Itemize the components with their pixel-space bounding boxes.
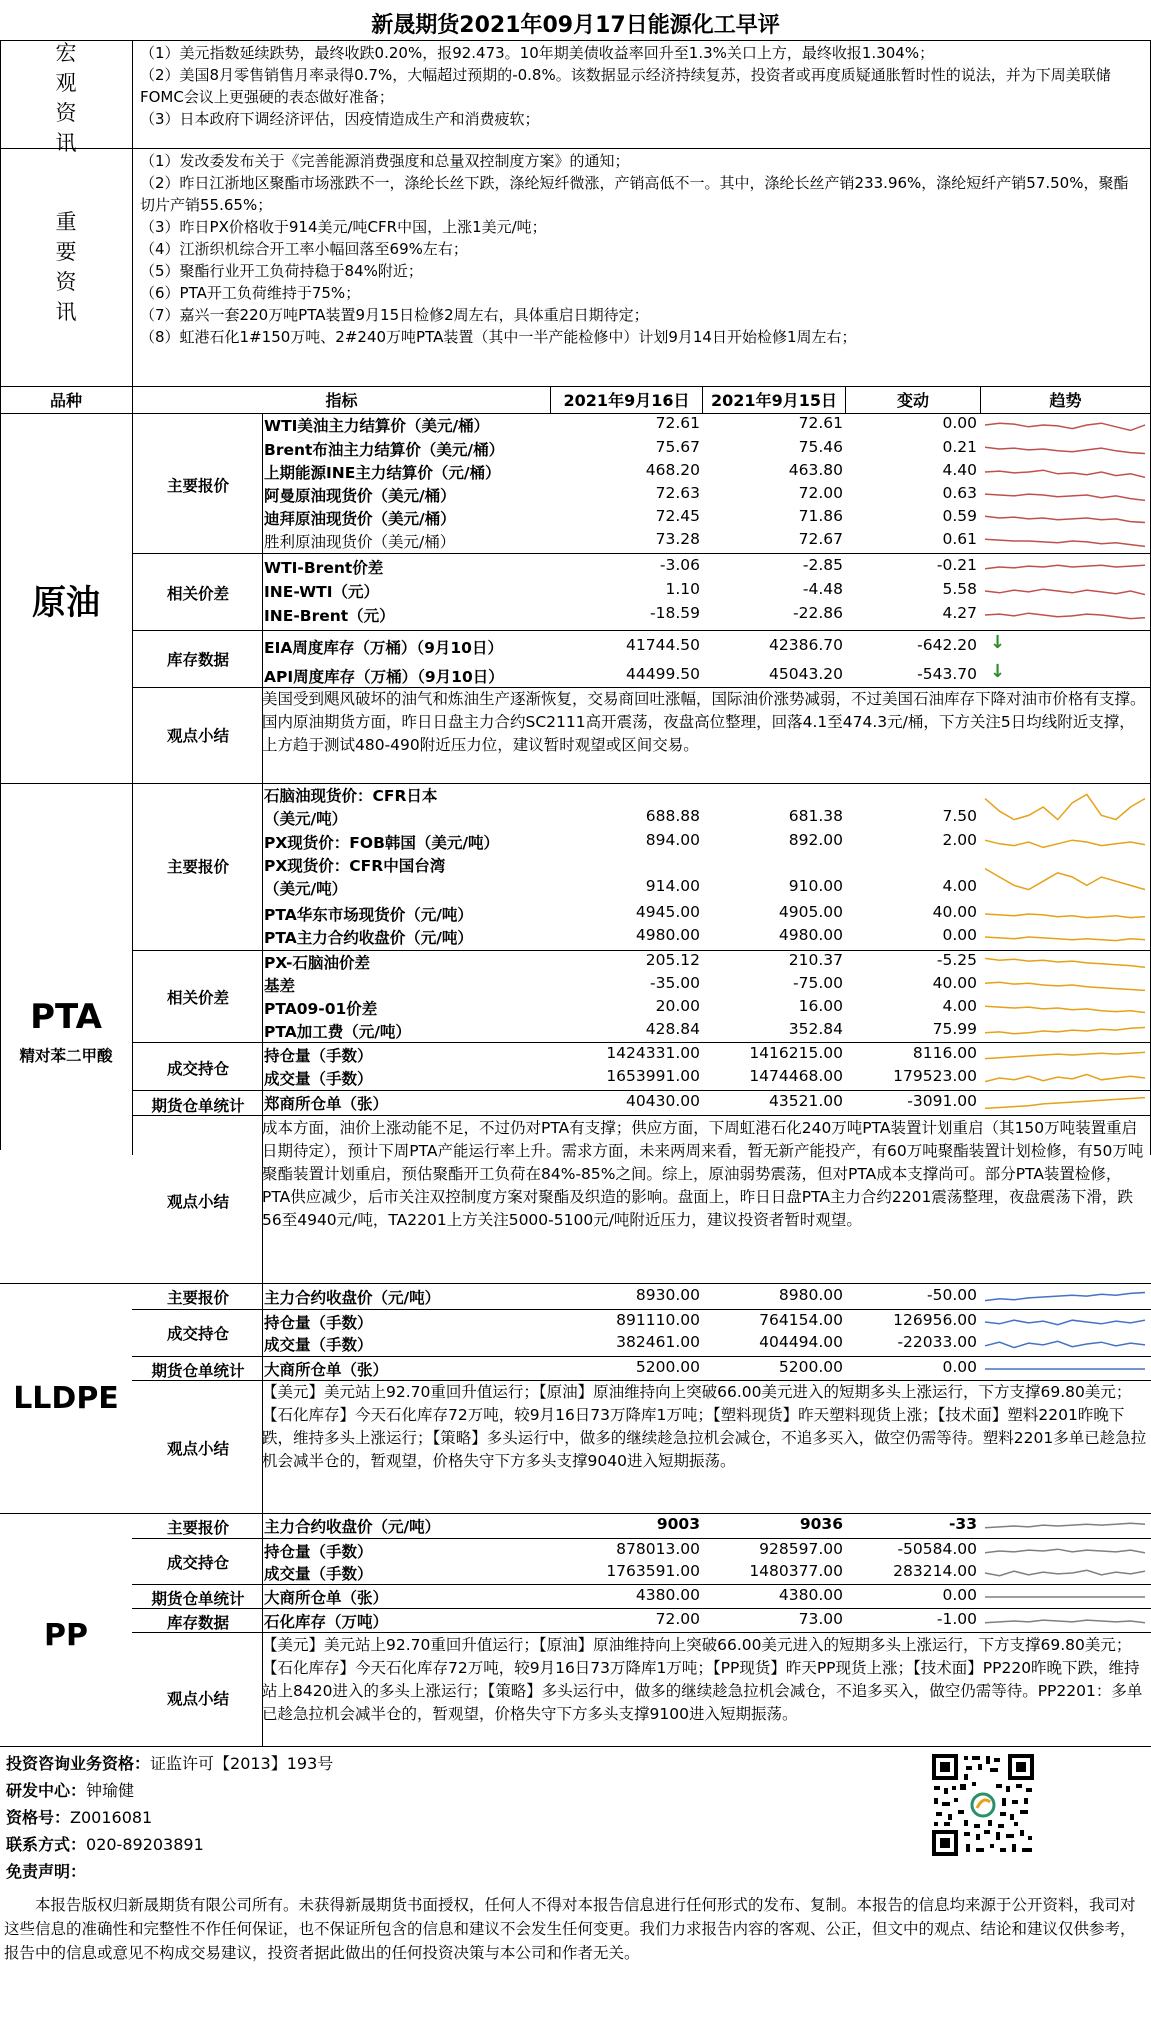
pta-trend-sparkline [983,831,1147,853]
pta-trend-sparkline [983,1020,1147,1042]
pp-cat-price: 主要报价 [166,1519,229,1537]
crude-name: 原油 [32,583,100,623]
pta-trend-sparkline [983,951,1147,973]
header-trend: 趋势 [1049,391,1082,410]
pta-value-change: 8116.00 [912,1044,977,1062]
lldpe-indicator-label: 持仓量（手数） [264,1314,373,1332]
lldpe-name: LLDPE [13,1381,119,1416]
lldpe-summary: 【美元】美元站上92.70重回升值运行；【原油】原油维持向上突破66.00美元进入的短期多头上涨运行，下方支撑69.80美元；【石化库存】今天石化库存72万吨，较9月16日73万降库1万吨；【塑料现货】昨天塑料现货上涨；【技术面】塑料2201昨晚下跌，维持多头上涨运行；【策略】多头运行中，做多的继续趁急拉机会减仓，不追多买入，做空仍需等待。塑料2201多单已趁急拉机会减半仓的，暂观望，价格失守下方多头支撑9040进入短期振荡。 [262,1383,1147,1470]
pta-indicator-label-unit: （美元/吨） [264,880,348,898]
news-item: （2）昨日江浙地区聚酯市场涨跌不一，涤纶长丝下跌，涤纶短纤微涨，产销高低不一。其中，涤纶长丝产销233.96%，涤纶短纤产销57.50%，聚酯切片产销55.65%； [140,174,1129,214]
pta-name: PTA [30,997,102,1037]
crude-indicator-label: 胜利原油现货价（美元/桶） [264,533,456,551]
lldpe-cat-trade: 成交持仓 [166,1325,229,1343]
pta-value-change: -3091.00 [907,1092,977,1110]
crude-indicator-label: API周度库存（万桶）（9月10日） [264,668,504,686]
pta-trend-sparkline [983,974,1147,996]
pp-indicator-label: 成交量（手数） [264,1565,373,1583]
pta-cat-trade: 成交持仓 [166,1060,229,1078]
news-item: （4）江浙织机综合开工率小幅回落至69%左右； [140,240,468,258]
crude-value-date2: 42386.70 [769,636,843,654]
pta-indicator-label-unit: （美元/吨） [264,810,348,828]
header-indicator: 指标 [325,391,358,410]
important-news [140,150,1140,348]
crude-trend-sparkline [983,484,1147,506]
pp-indicator-label: 大商所仓单（张） [264,1589,389,1607]
pta-trend-sparkline [983,1092,1147,1114]
lldpe-cat-warehouse: 期货仓单统计 [151,1362,245,1380]
pta-cat-warehouse: 期货仓单统计 [151,1097,245,1115]
pp-value-date1: 1763591.00 [606,1562,700,1580]
crude-indicator-label: INE-Brent（元） [264,607,395,625]
lldpe-trend-sparkline [983,1358,1147,1380]
pp-value-date2: 928597.00 [759,1540,843,1558]
pta-trend-sparkline [983,1067,1147,1089]
news-label: 重 要 资 讯 [55,210,77,324]
pta-value-change: 4.00 [942,877,977,895]
pta-value-date1: 4945.00 [635,903,700,921]
crude-cat-price: 主要报价 [166,477,229,495]
lldpe-trend-sparkline [983,1333,1147,1355]
pta-value-date1: -35.00 [650,974,700,992]
pta-indicator-label: 基差 [264,977,296,995]
pta-value-date1: 688.88 [645,807,700,825]
macro-item: （2）美国8月零售销售月率录得0.7%，大幅超过预期的-0.8%。该数据显示经济持续复苏，投资者或再度质疑通胀暂时性的说法，并为下周美联储FOMC会议上更强硬的表态做好准备； [140,66,1111,106]
pp-trend-sparkline [983,1540,1147,1562]
pp-value-change: 0.00 [942,1586,977,1604]
crude-indicator-label: WTI-Brent价差 [264,559,384,577]
crude-value-change: -543.70 [917,665,977,683]
crude-value-date1: 72.61 [655,414,700,432]
pta-value-date2: 4980.00 [778,926,843,944]
crude-indicator-label: 阿曼原油现货价（美元/桶） [264,487,456,505]
pp-value-change: -1.00 [936,1610,977,1628]
lldpe-indicator-label: 成交量（手数） [264,1336,373,1354]
pp-value-date2: 4380.00 [778,1586,843,1604]
pta-indicator-label: 成交量（手数） [264,1070,373,1088]
pp-trend-sparkline [983,1562,1147,1584]
pta-indicator-label: 持仓量（手数） [264,1047,373,1065]
crude-value-date1: 1.10 [665,580,700,598]
crude-indicator-label: 上期能源INE主力结算价（元/桶） [264,464,501,482]
crude-value-date1: -18.59 [650,604,700,622]
crude-value-change: 0.63 [942,484,977,502]
lldpe-cat-price: 主要报价 [166,1289,229,1307]
crude-value-change: -642.20 [917,636,977,654]
pta-value-date2: 681.38 [788,807,843,825]
crude-value-date2: -4.48 [802,580,843,598]
crude-indicator-label: Brent布油主力结算价（美元/桶） [264,441,505,459]
crude-value-change: 0.21 [942,438,977,456]
lldpe-indicator-label: 主力合约收盘价（元/吨） [264,1289,441,1307]
pta-value-date2: 892.00 [788,831,843,849]
pp-trend-sparkline [983,1610,1147,1632]
pta-value-date1: 1424331.00 [606,1044,700,1062]
pta-trend-sparkline [983,926,1147,948]
pp-value-date1: 9003 [656,1515,700,1533]
pta-value-change: 7.50 [942,807,977,825]
news-item: （7）嘉兴一套220万吨PTA装置9月15日检修2周左右，具体重启日期待定； [140,306,649,324]
header-change: 变动 [896,391,929,410]
pta-value-date1: 4980.00 [635,926,700,944]
crude-indicator-label: INE-WTI（元） [264,583,380,601]
pp-value-change: -33 [948,1515,977,1533]
pta-indicator-label: 郑商所仓单（张） [264,1095,389,1113]
pta-value-change: 0.00 [942,926,977,944]
pta-value-change: 40.00 [932,903,977,921]
crude-value-date1: 72.45 [655,507,700,525]
crude-value-change: 0.59 [942,507,977,525]
pta-value-date1: 1653991.00 [606,1067,700,1085]
crude-value-date2: 71.86 [798,507,843,525]
crude-value-change: 4.27 [942,604,977,622]
crude-value-date1: -3.06 [659,556,700,574]
pp-cat-view: 观点小结 [166,1690,229,1708]
pta-indicator-label: PTA华东市场现货价（元/吨） [264,906,473,924]
pta-trend-sparkline [983,997,1147,1019]
pta-value-date2: 1474468.00 [749,1067,843,1085]
pta-indicator-label: PX-石脑油价差 [264,954,370,972]
qualification: 投资咨询业务资格：证监许可【2013】193号 [6,1754,334,1773]
pta-trend-sparkline [983,784,1147,830]
pta-value-change: 75.99 [932,1020,977,1038]
pta-summary: 成本方面，油价上涨动能不足，不过仍对PTA有支撑；供应方面，下周虹港石化240万吨PTA装置计划重启（其150万吨装置重启日期待定），预计下周PTA产能运行率上升。需求方面，未来两周来看，暂无新产能投产，有60万吨聚酯装置计划检修，有50万吨聚酯装置计划重启，预估聚酯开工负荷在84%-85%之间。综上，原油弱势震荡，但对PTA成本支撑尚可。部分PTA装置检修，PTA供应减少，后市关注双控制度方案对聚酯及织造的影响。盘面上，昨日日盘PTA主力合约2201震荡整理，夜盘震荡下滑，跌56至4940元/吨，TA2201上方关注5000-5100元/吨附近压力，建议投资者暂时观望。 [262,1119,1144,1229]
pp-cat-warehouse: 期货仓单统计 [151,1590,245,1608]
lldpe-value-date1: 8930.00 [635,1286,700,1304]
crude-summary: 美国受到飓风破坏的油气和炼油生产逐渐恢复，交易商回吐涨幅，国际油价涨势减弱，不过美国石油库存下降对油市价格有支撑。国内原油期货方面，昨日日盘主力合约SC2111高开震荡，夜盘高位整理，回落4.1至474.3元/桶，下方关注5日均线附近支撑，上方趋于测试480-490附近压力位，建议暂时观望或区间交易。 [262,690,1146,754]
pta-indicator-label: PX现货价：CFR中国台湾 [264,857,446,875]
lldpe-value-date2: 5200.00 [778,1358,843,1376]
lldpe-value-date1: 382461.00 [616,1333,700,1351]
lldpe-cat-view: 观点小结 [166,1440,229,1458]
contact: 联系方式：020-89203891 [6,1835,204,1854]
crude-cat-stock: 库存数据 [166,651,229,669]
pp-name: PP [44,1618,88,1653]
news-item: （5）聚酯行业开工负荷持稳于84%附近； [140,262,423,280]
pta-value-change: 40.00 [932,974,977,992]
crude-value-date2: -22.86 [793,604,843,622]
news-item: （8）虹港石化1#150万吨、2#240万吨PTA装置（其中一半产能检修中）计划9月14日开始检修1周左右； [140,328,857,346]
lldpe-value-change: -50.00 [927,1286,977,1304]
pta-trend-sparkline [983,854,1147,900]
cert-number: 资格号：Z0016081 [6,1808,153,1827]
pta-value-date2: 4905.00 [778,903,843,921]
crude-trend-sparkline [983,530,1147,552]
header-variety: 品种 [49,391,82,410]
macro-item: （1）美元指数延续跌势，最终收跌0.20%，报92.473。10年期美债收益率回升至1.3%关口上方，最终收报1.304%； [140,44,935,62]
crude-trend-sparkline [983,461,1147,483]
lldpe-trend-sparkline [983,1311,1147,1333]
pta-value-date2: 352.84 [788,1020,843,1038]
report-title: 新晟期货2021年09月17日能源化工早评 [371,13,780,38]
crude-down-arrow-icon: ↓ [990,661,1006,682]
pta-value-date1: 205.12 [645,951,700,969]
crude-trend-sparkline [983,580,1147,602]
pta-indicator-label: PX现货价：FOB韩国（美元/吨） [264,834,500,852]
crude-indicator-label: 迪拜原油现货价（美元/桶） [264,510,456,528]
pta-value-change: 2.00 [942,831,977,849]
pta-indicator-label: PTA加工费（元/吨） [264,1023,411,1041]
crude-value-date2: -2.85 [802,556,843,574]
macro-label: 宏 观 资 讯 [55,41,77,155]
pta-value-date1: 428.84 [645,1020,700,1038]
pp-indicator-label: 持仓量（手数） [264,1543,373,1561]
lldpe-trend-sparkline [983,1286,1147,1308]
pta-cat-price: 主要报价 [166,858,229,876]
crude-trend-sparkline [983,414,1147,436]
crude-trend-sparkline [983,438,1147,460]
crude-value-change: 0.00 [942,414,977,432]
pp-trend-sparkline [983,1586,1147,1608]
pta-value-date2: 43521.00 [769,1092,843,1110]
crude-value-change: -0.21 [936,556,977,574]
pp-indicator-label: 主力合约收盘价（元/吨） [264,1518,441,1536]
pta-value-date2: 16.00 [798,997,843,1015]
lldpe-value-date2: 8980.00 [778,1286,843,1304]
news-item: （1）发改委发布关于《完善能源消费强度和总量双控制度方案》的通知； [140,152,630,170]
crude-value-date1: 75.67 [655,438,700,456]
news-item: （6）PTA开工负荷维持于75%； [140,284,361,302]
pta-value-date2: 210.37 [788,951,843,969]
crude-value-date2: 45043.20 [769,665,843,683]
lldpe-value-change: -22033.00 [897,1333,977,1351]
pp-value-date1: 72.00 [655,1610,700,1628]
pp-value-change: 283214.00 [893,1562,977,1580]
crude-value-change: 5.58 [942,580,977,598]
pp-value-date1: 4380.00 [635,1586,700,1604]
research-center: 研发中心：钟瑜健 [6,1781,135,1800]
crude-value-date1: 468.20 [645,461,700,479]
crude-value-date2: 75.46 [798,438,843,456]
pp-cat-trade: 成交持仓 [166,1554,229,1572]
news-item: （3）昨日PX价格收于914美元/吨CFR中国，上涨1美元/吨； [140,218,547,236]
pta-value-change: 4.00 [942,997,977,1015]
crude-value-date1: 44499.50 [626,665,700,683]
crude-value-date2: 72.00 [798,484,843,502]
pp-value-date2: 9036 [799,1515,843,1533]
crude-value-change: 0.61 [942,530,977,548]
crude-cat-spread: 相关价差 [166,585,229,603]
pp-value-date2: 73.00 [798,1610,843,1628]
pta-value-date1: 20.00 [655,997,700,1015]
pta-value-date2: 910.00 [788,877,843,895]
crude-value-date1: 73.28 [655,530,700,548]
crude-value-date1: 72.63 [655,484,700,502]
pta-value-date2: -75.00 [793,974,843,992]
crude-trend-sparkline [983,556,1147,578]
pta-value-change: -5.25 [936,951,977,969]
disclaimer-text: 本报告版权归新晟期货有限公司所有。未获得新晟期货书面授权，任何人不得对本报告信息进行任何形式的发布、复制。本报告的信息均来源于公开资料，我司对这些信息的准确性和完整性不作任何保证，也不保证所包含的信息和建议不会发生任何变更。我们力求报告内容的客观、公正，但文中的观点、结论和建议仅供参考，报告中的信息或意见不构成交易建议，投资者据此做出的任何投资决策与本公司和作者无关。 [4,1896,1136,1962]
macro-news [140,42,1140,130]
pta-cat-view: 观点小结 [166,1193,229,1211]
crude-indicator-label: EIA周度库存（万桶）（9月10日） [264,639,503,657]
crude-cat-view: 观点小结 [166,727,229,745]
qr-code-icon [930,1752,1036,1858]
crude-value-change: 4.40 [942,461,977,479]
crude-indicator-label: WTI美油主力结算价（美元/桶） [264,417,490,435]
header-date1: 2021年9月16日 [563,391,690,410]
disclaimer-label: 免责声明： [6,1862,87,1881]
pta-value-date1: 914.00 [645,877,700,895]
lldpe-value-change: 0.00 [942,1358,977,1376]
pp-cat-stock: 库存数据 [166,1614,229,1632]
lldpe-value-date2: 764154.00 [759,1311,843,1329]
lldpe-value-date1: 5200.00 [635,1358,700,1376]
pta-value-date2: 1416215.00 [749,1044,843,1062]
pp-indicator-label: 石化库存（万吨） [264,1613,389,1631]
pta-value-change: 179523.00 [893,1067,977,1085]
pta-cat-spread: 相关价差 [166,989,229,1007]
pta-indicator-label: 石脑油现货价：CFR日本 [264,787,438,805]
pp-trend-sparkline [983,1515,1147,1537]
crude-value-date2: 463.80 [788,461,843,479]
pp-value-date2: 1480377.00 [749,1562,843,1580]
pta-trend-sparkline [983,903,1147,925]
lldpe-value-change: 126956.00 [893,1311,977,1329]
pta-trend-sparkline [983,1044,1147,1066]
pp-summary: 【美元】美元站上92.70重回升值运行；【原油】原油维持向上突破66.00美元进入的短期多头上涨运行，下方支撑69.80美元；【石化库存】今天石化库存72万吨，较9月16日73万降库1万吨；【PP现货】昨天PP现货上涨；【技术面】PP220昨晚下跌，维持站上8420进入的多头上涨运行；【策略】多头运行中，做多的继续趁急拉机会减仓，不追多买入，做空仍需等待。PP2201：多单已趁急拉机会减半仓的，暂观望，价格失守下方多头支撑9100进入短期振荡。 [262,1636,1143,1723]
pta-subname: 精对苯二甲酸 [19,1047,113,1065]
lldpe-indicator-label: 大商所仓单（张） [264,1361,389,1379]
pta-value-date1: 894.00 [645,831,700,849]
crude-value-date2: 72.61 [798,414,843,432]
crude-trend-sparkline [983,507,1147,529]
header-date2: 2021年9月15日 [711,391,837,410]
pta-value-date1: 40430.00 [626,1092,700,1110]
crude-value-date2: 72.67 [798,530,843,548]
crude-down-arrow-icon: ↓ [990,632,1006,653]
lldpe-value-date1: 891110.00 [616,1311,700,1329]
macro-item: （3）日本政府下调经济评估，因疫情造成生产和消费疲软； [140,110,540,128]
pta-indicator-label: PTA主力合约收盘价（元/吨） [264,929,473,947]
pp-value-change: -50584.00 [897,1540,977,1558]
pta-indicator-label: PTA09-01价差 [264,1000,378,1018]
crude-trend-sparkline [983,604,1147,626]
crude-value-date1: 41744.50 [626,636,700,654]
pp-value-date1: 878013.00 [616,1540,700,1558]
lldpe-value-date2: 404494.00 [759,1333,843,1351]
